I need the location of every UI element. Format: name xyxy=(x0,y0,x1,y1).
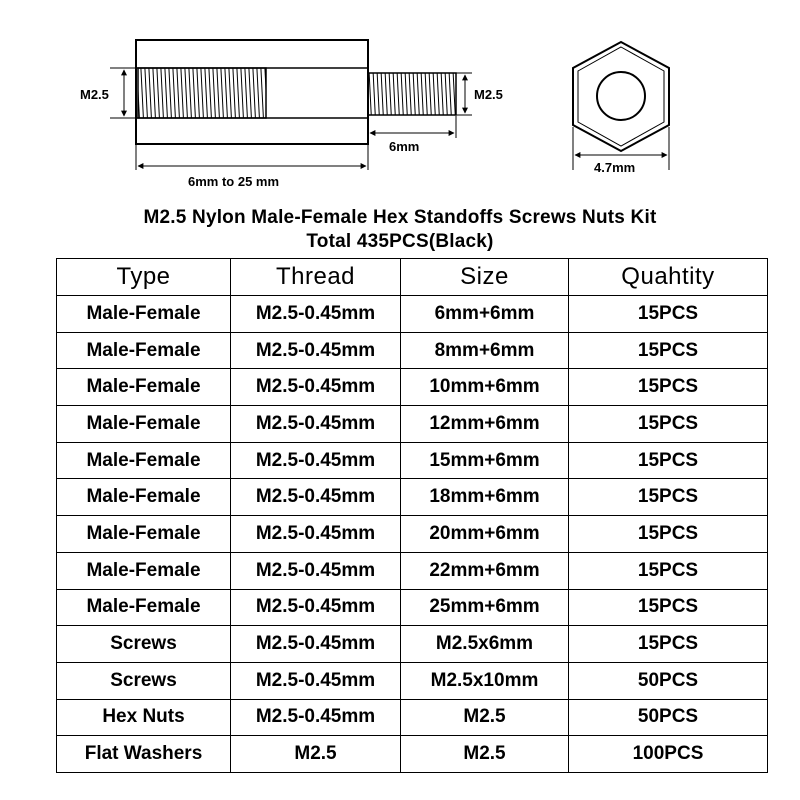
table-row xyxy=(57,516,768,553)
cell-thread: M2.5-0.45mm xyxy=(231,369,401,406)
header-row xyxy=(57,259,768,296)
spec-table xyxy=(56,258,768,773)
header-thread: Thread xyxy=(231,259,401,296)
cell-type: Screws xyxy=(57,626,231,663)
cell-size: M2.5x10mm xyxy=(401,662,569,699)
male-length-label: 6mm xyxy=(389,139,420,154)
female-thread-label: M2.5 xyxy=(80,87,109,102)
table-row xyxy=(57,736,768,773)
cell-thread: M2.5-0.45mm xyxy=(231,442,401,479)
cell-size: 8mm+6mm xyxy=(401,332,569,369)
table-row xyxy=(57,699,768,736)
cell-size: 25mm+6mm xyxy=(401,589,569,626)
cell-thread: M2.5-0.45mm xyxy=(231,662,401,699)
table-row xyxy=(57,369,768,406)
table-row xyxy=(57,626,768,663)
cell-thread: M2.5 xyxy=(231,736,401,773)
female-thread-dimension xyxy=(80,68,136,118)
cell-size: 22mm+6mm xyxy=(401,552,569,589)
title-line-1: M2.5 Nylon Male-Female Hex Standoffs Screws Nuts Kit xyxy=(143,207,657,228)
cell-type: Male-Female xyxy=(57,479,231,516)
table-row xyxy=(57,332,768,369)
cell-thread: M2.5-0.45mm xyxy=(231,589,401,626)
cell-size: 6mm+6mm xyxy=(401,296,569,333)
standoff-body xyxy=(136,40,368,144)
cell-thread: M2.5-0.45mm xyxy=(231,296,401,333)
table-row xyxy=(57,296,768,333)
cell-size: 18mm+6mm xyxy=(401,479,569,516)
header-type: Type xyxy=(57,259,231,296)
cell-quantity: 15PCS xyxy=(569,589,768,626)
body-length-label: 6mm to 25 mm xyxy=(188,174,280,189)
table-row xyxy=(57,589,768,626)
cell-type: Male-Female xyxy=(57,332,231,369)
cell-thread: M2.5-0.45mm xyxy=(231,699,401,736)
cell-type: Male-Female xyxy=(57,552,231,589)
cell-size: 15mm+6mm xyxy=(401,442,569,479)
cell-quantity: 15PCS xyxy=(569,479,768,516)
male-thread-dimension xyxy=(456,73,503,115)
cell-quantity: 50PCS xyxy=(569,699,768,736)
male-thread xyxy=(368,73,456,115)
cell-quantity: 15PCS xyxy=(569,626,768,663)
cell-quantity: 15PCS xyxy=(569,516,768,553)
hex-width-label: 4.7mm xyxy=(594,160,636,175)
table-row xyxy=(57,479,768,516)
cell-quantity: 15PCS xyxy=(569,406,768,443)
cell-quantity: 15PCS xyxy=(569,442,768,479)
cell-size: M2.5 xyxy=(401,736,569,773)
title-line-2: Total 435PCS(Black) xyxy=(306,231,494,252)
cell-type: Flat Washers xyxy=(57,736,231,773)
cell-quantity: 50PCS xyxy=(569,662,768,699)
cell-size: M2.5 xyxy=(401,699,569,736)
hex-end-view xyxy=(573,42,669,175)
cell-size: 20mm+6mm xyxy=(401,516,569,553)
cell-size: 10mm+6mm xyxy=(401,369,569,406)
table-row xyxy=(57,406,768,443)
cell-thread: M2.5-0.45mm xyxy=(231,332,401,369)
cell-type: Hex Nuts xyxy=(57,699,231,736)
cell-type: Male-Female xyxy=(57,296,231,333)
cell-type: Male-Female xyxy=(57,516,231,553)
table-row xyxy=(57,442,768,479)
cell-type: Male-Female xyxy=(57,442,231,479)
cell-type: Male-Female xyxy=(57,589,231,626)
cell-quantity: 15PCS xyxy=(569,369,768,406)
standoff-diagram xyxy=(0,0,800,200)
cell-quantity: 15PCS xyxy=(569,296,768,333)
cell-type: Male-Female xyxy=(57,369,231,406)
cell-type: Male-Female xyxy=(57,406,231,443)
cell-thread: M2.5-0.45mm xyxy=(231,516,401,553)
cell-size: M2.5x6mm xyxy=(401,626,569,663)
cell-quantity: 100PCS xyxy=(569,736,768,773)
male-thread-label: M2.5 xyxy=(474,87,503,102)
body-length-dimension xyxy=(136,144,368,189)
male-length-dimension xyxy=(370,116,456,154)
cell-thread: M2.5-0.45mm xyxy=(231,626,401,663)
header-quantity: Quahtity xyxy=(569,259,768,296)
cell-thread: M2.5-0.45mm xyxy=(231,406,401,443)
cell-type: Screws xyxy=(57,662,231,699)
cell-quantity: 15PCS xyxy=(569,332,768,369)
cell-thread: M2.5-0.45mm xyxy=(231,479,401,516)
header-size: Size xyxy=(401,259,569,296)
cell-quantity: 15PCS xyxy=(569,552,768,589)
table-row xyxy=(57,662,768,699)
table-row xyxy=(57,552,768,589)
cell-thread: M2.5-0.45mm xyxy=(231,552,401,589)
cell-size: 12mm+6mm xyxy=(401,406,569,443)
